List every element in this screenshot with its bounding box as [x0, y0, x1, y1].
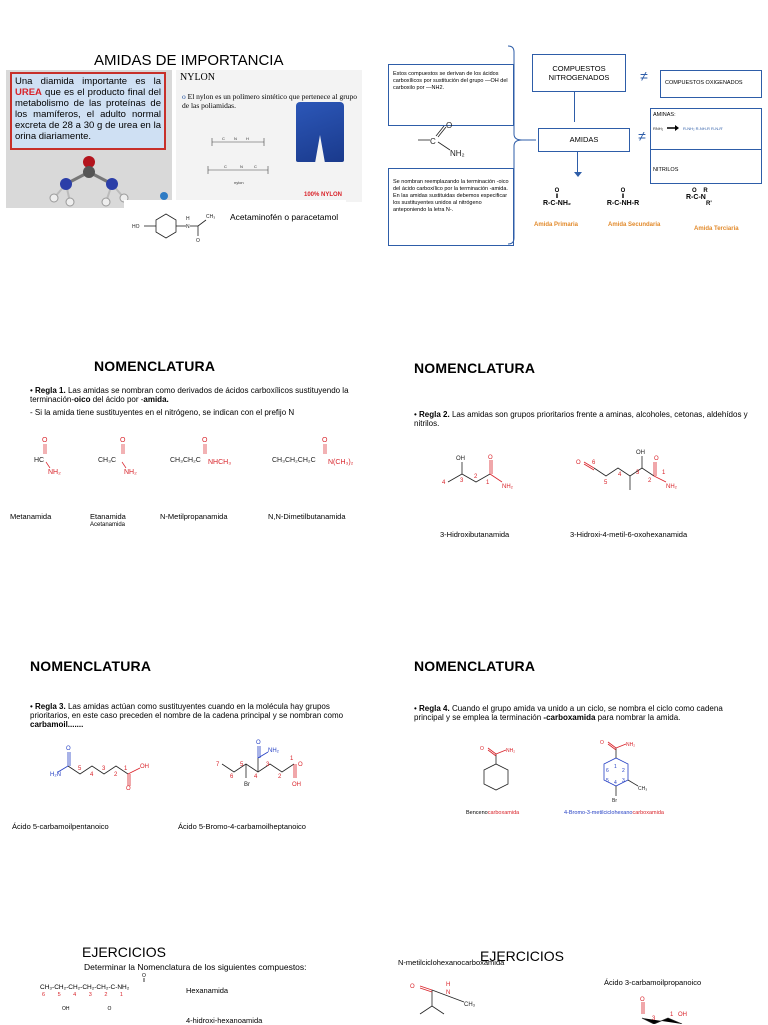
svg-text:CH₃C: CH₃C: [98, 457, 117, 464]
shorts-image: [296, 102, 344, 162]
hidroxibutanamida-structure: [440, 454, 530, 500]
svg-text:4: 4: [90, 772, 94, 778]
hidroxi-metil-oxohexanamida-label: 3-Hidroxi-4-metil-6-oxohexanamida: [570, 530, 688, 539]
acetaminofen-panel: [124, 200, 346, 258]
svg-text:NH₂: NH₂: [124, 469, 137, 476]
svg-text:1: 1: [670, 1012, 674, 1018]
svg-text:5: 5: [240, 762, 244, 768]
slide-title: NOMENCLATURA: [94, 358, 216, 374]
slide-ejercicios-2: [384, 940, 768, 1024]
slide-regla-4: [384, 652, 768, 842]
svg-text:NHCH₃: NHCH₃: [208, 459, 232, 466]
definition-box: Estos compuestos se derivan de los ácidos carboxílicos por sustitución del grupo —OH del carboxilo por —NH2.: [388, 64, 514, 126]
nylon-structure: [204, 128, 274, 188]
bromo-carbamoilheptanoico-label: Ácido 5-Bromo-4-carbamoilheptanoico: [178, 822, 306, 831]
urea-molecule-image: [44, 154, 134, 208]
svg-text:4: 4: [618, 472, 622, 478]
svg-text:O: O: [126, 786, 131, 790]
slide-title: EJERCICIOS: [480, 948, 565, 964]
svg-text:OH: OH: [678, 1012, 687, 1018]
svg-text:O: O: [256, 740, 261, 746]
svg-text:3: 3: [652, 1016, 656, 1022]
svg-text:O: O: [576, 460, 581, 466]
amidas-box: AMIDAS: [538, 128, 630, 152]
svg-text:N: N: [446, 990, 451, 996]
slide-amidas-concepto: [386, 42, 762, 262]
svg-text:O: O: [600, 740, 604, 746]
acetaminofen-label: Acetaminofén o paracetamol: [230, 212, 339, 222]
metanamida-label: Metanamida: [10, 512, 52, 521]
svg-text:2: 2: [648, 478, 652, 484]
svg-text:O: O: [202, 437, 208, 444]
slide-regla-3: [0, 652, 384, 842]
naming-box: Se nombran reemplazando la terminación -oico del ácido carboxílico por la terminación -amida. En las amidas sustituidas debemos especificar los sustituyentes unidos al nitrógeno anteponiendo la letra N-.: [388, 168, 514, 246]
svg-text:2: 2: [474, 474, 478, 480]
svg-text:O: O: [410, 984, 415, 990]
svg-text:CH₃: CH₃: [638, 786, 648, 792]
compuestos-oxigenados-box: COMPUESTOS OXIGENADOS: [660, 70, 762, 98]
bromo-carbamoilheptanoico-structure: [214, 738, 324, 798]
svg-text:NH₂: NH₂: [502, 484, 513, 490]
svg-text:6: 6: [606, 768, 609, 774]
bencenocarboxamida-structure: [470, 744, 530, 804]
svg-text:OH: OH: [456, 456, 465, 462]
svg-text:3: 3: [266, 762, 270, 768]
svg-text:NH₂: NH₂: [450, 149, 465, 158]
svg-text:CH₃: CH₃: [206, 214, 216, 220]
svg-text:O: O: [446, 121, 453, 130]
rule-text: • Regla 2. Las amidas son grupos prioritarios frente a aminas, alcoholes, cetonas, aldehídos y nitrilos.: [414, 410, 748, 428]
hidroxi-metil-oxohexanamida-structure: [574, 448, 704, 504]
svg-text:3: 3: [636, 470, 640, 476]
bullet-icon: o: [182, 92, 188, 101]
svg-text:C: C: [222, 136, 225, 141]
slide-regla-2: [384, 350, 768, 540]
svg-text:1: 1: [614, 764, 617, 770]
svg-text:OH: OH: [140, 764, 149, 770]
amide-generic-structure: [410, 120, 490, 160]
svg-text:O: O: [322, 437, 328, 444]
svg-text:O: O: [42, 437, 48, 444]
svg-text:H: H: [246, 136, 249, 141]
svg-text:O: O: [66, 746, 71, 752]
svg-text:H₂N: H₂N: [50, 772, 61, 778]
arrow-head-icon: [574, 172, 582, 177]
answer-hexanamida: Hexanamida: [186, 986, 229, 995]
aminas-divider: [651, 149, 761, 150]
amida-terciaria-formula: O R R-C-N R': [686, 188, 712, 207]
slide-amidas-importancia: [6, 48, 366, 260]
arrow-down-icon: [574, 92, 575, 122]
nn-dimetilbutanamida-label: N,N-Dimetilbutanamida: [268, 512, 346, 521]
svg-text:H: H: [186, 216, 190, 222]
svg-text:5: 5: [604, 480, 608, 486]
acetaminofen-structure: [126, 206, 224, 256]
not-equal-icon-2: ≠: [638, 128, 646, 144]
svg-text:NH₂: NH₂: [626, 742, 636, 748]
svg-text:4: 4: [614, 780, 617, 786]
svg-text:C: C: [430, 137, 436, 146]
svg-text:HC: HC: [34, 457, 45, 464]
nylon-panel: [176, 70, 362, 202]
svg-text:4: 4: [254, 774, 258, 780]
regla1-structures: [30, 434, 370, 480]
hidroxibutanamida-label: 3-Hidroxibutanamida: [440, 530, 510, 539]
svg-text:O: O: [196, 238, 200, 244]
compuestos-nitrogenados-box: COMPUESTOS NITROGENADOS: [532, 54, 626, 92]
overlay-answer: N-metilciclohexanocarboxamida: [398, 958, 505, 967]
svg-text:O: O: [480, 746, 484, 752]
rule-text: • Regla 4. Cuando el grupo amida va unido a un ciclo, se nombra el ciclo como cadena principal y se emplea la terminación -carboxamida para nombrar la amida.: [414, 704, 723, 722]
bromo-metilciclohexanocarboxamida-structure: [588, 740, 668, 814]
svg-text:N: N: [240, 164, 243, 169]
slide-title: EJERCICIOS: [82, 944, 167, 960]
n-metilciclohexanocarboxamida-structure: [402, 976, 482, 1024]
not-equal-icon: ≠: [640, 68, 648, 84]
bencenocarboxamida-label: Bencenocarboxamida: [466, 810, 520, 816]
svg-text:5: 5: [606, 778, 609, 784]
aminas-nitrilos-box: AMINAS: RNH₂ R-NH₂ R-NH-R R-N-R' NITRILOS: [650, 108, 762, 184]
svg-text:2: 2: [622, 768, 625, 774]
svg-text:RNH₂: RNH₂: [653, 126, 664, 131]
svg-text:nylon: nylon: [234, 180, 244, 185]
svg-text:CH₃CH₂C: CH₃CH₂C: [170, 457, 201, 464]
svg-text:2: 2: [114, 772, 118, 778]
amida-primaria-formula: O ‖ R-C-NH₂: [543, 188, 571, 207]
amida-terciaria-label: Amida Terciaria: [694, 226, 739, 232]
carbon-numbers: 6 5 4 3 2 1: [42, 992, 123, 998]
svg-text:6: 6: [230, 774, 234, 780]
svg-text:N(CH₃)₂: N(CH₃)₂: [328, 459, 354, 466]
svg-text:CH₃: CH₃: [464, 1002, 476, 1008]
svg-text:3: 3: [460, 478, 464, 484]
svg-text:1: 1: [290, 756, 294, 762]
nylon-text: o El nylon es un polímero sintético que pertenece al grupo de las poliamidas.: [182, 92, 357, 110]
nylon-title: NYLON: [180, 72, 215, 83]
svg-text:5: 5: [78, 766, 82, 772]
svg-text:1: 1: [662, 470, 666, 476]
urea-panel: [6, 70, 172, 208]
formula-2-fragment: OH O: [62, 1006, 112, 1012]
svg-text:O: O: [488, 455, 493, 461]
urea-box: Una diamida importante es la UREA que es el producto final del metabolismo de las proteínas de los mamíferos, el adulto normal excreta de 28 a 30 g de urea en la orina diariamente.: [10, 72, 166, 150]
arrow-down-icon-2: [577, 152, 578, 174]
svg-text:OH: OH: [636, 450, 645, 456]
svg-text:OH: OH: [292, 782, 301, 788]
amida-secundaria-formula: O ‖ R-C-NH-R: [606, 188, 640, 207]
nylon-label: 100% NYLON: [304, 192, 343, 198]
answer-hidroxihexanoamida: 4-hidroxi-hexanoamida: [186, 1016, 263, 1025]
slide-title: NOMENCLATURA: [30, 658, 152, 674]
carbonyl-o-mark: O ‖: [142, 973, 146, 984]
n-metilpropanamida-label: N-Metilpropanamida: [160, 512, 228, 521]
svg-text:N: N: [186, 224, 190, 230]
formula-hexanamida: CH₃-CH₂-CH₂-CH₂-CH₂-C-NH₂: [40, 984, 130, 991]
rule-text: • Regla 1. Las amidas se nombran como derivados de ácidos carboxílicos sustituyendo la terminación-oico del ácido por -amida.: [30, 386, 349, 404]
svg-text:Br: Br: [612, 798, 617, 804]
slide-ejercicios-1: [0, 940, 384, 1024]
svg-text:6: 6: [592, 460, 596, 466]
svg-text:NH₂: NH₂: [268, 748, 279, 754]
slide-title: NOMENCLATURA: [414, 360, 536, 376]
svg-text:2: 2: [278, 774, 282, 780]
amida-primaria-label: Amida Primaria: [534, 222, 579, 228]
svg-text:C: C: [224, 164, 227, 169]
svg-text:3: 3: [102, 766, 106, 772]
carbamoilpentanoico-structure: [50, 744, 160, 790]
rule-text: • Regla 3. Las amidas actúan como sustituyentes cuando en la molécula hay grupos prioritarios, en este caso preceden el nombre de la cadena principal y se nombran como carbamoil.......: [30, 702, 344, 729]
rule-subtext: - Si la amida tiene sustituyentes en el nitrógeno, se indican con el prefijo N: [30, 408, 295, 417]
svg-text:3: 3: [622, 778, 625, 784]
etanamida-label: Etanamida: [90, 512, 126, 521]
svg-text:H: H: [446, 982, 451, 988]
aminas-structures: [653, 121, 759, 135]
carbamoilpropanoico-fragment: [628, 996, 708, 1024]
svg-text:NH₂: NH₂: [666, 484, 677, 490]
slide-subtitle: Determinar la Nomenclatura de los siguientes compuestos:: [84, 962, 307, 972]
svg-text:C: C: [254, 164, 257, 169]
svg-text:CH₃CH₂CH₂C: CH₃CH₂CH₂C: [272, 457, 316, 464]
svg-text:O: O: [640, 997, 645, 1003]
svg-text:R-NH₂ R-NH-R R-N-R': R-NH₂ R-NH-R R-N-R': [683, 126, 724, 131]
svg-text:HO: HO: [132, 224, 140, 230]
slide-title: NOMENCLATURA: [414, 658, 536, 674]
svg-text:O: O: [654, 456, 659, 462]
svg-text:O: O: [120, 437, 126, 444]
svg-text:NH₂: NH₂: [506, 748, 516, 754]
slide-regla-1: [0, 350, 384, 540]
answer-carbamoilpropanoico: Ácido 3-carbamoilpropanoico: [604, 978, 702, 987]
amida-secundaria-label: Amida Secundaria: [608, 222, 661, 228]
svg-text:4: 4: [442, 480, 446, 486]
svg-text:1: 1: [486, 480, 490, 486]
svg-text:Br: Br: [244, 782, 250, 788]
acetanamida-label: Acetanamida: [90, 522, 126, 528]
blue-dot: [160, 192, 168, 200]
carbamoilpentanoico-label: Ácido 5-carbamoilpentanoico: [12, 822, 109, 831]
bromo-metilciclohexanocarboxamida-label: 4-Bromo-3-metilciclohexanocarboxamida: [564, 810, 664, 816]
svg-text:NH₂: NH₂: [48, 469, 61, 476]
svg-text:1: 1: [124, 766, 128, 772]
svg-text:7: 7: [216, 762, 220, 768]
svg-text:O: O: [298, 762, 303, 768]
svg-text:N: N: [234, 136, 237, 141]
slide-title: AMIDAS DE IMPORTANCIA: [94, 52, 284, 69]
